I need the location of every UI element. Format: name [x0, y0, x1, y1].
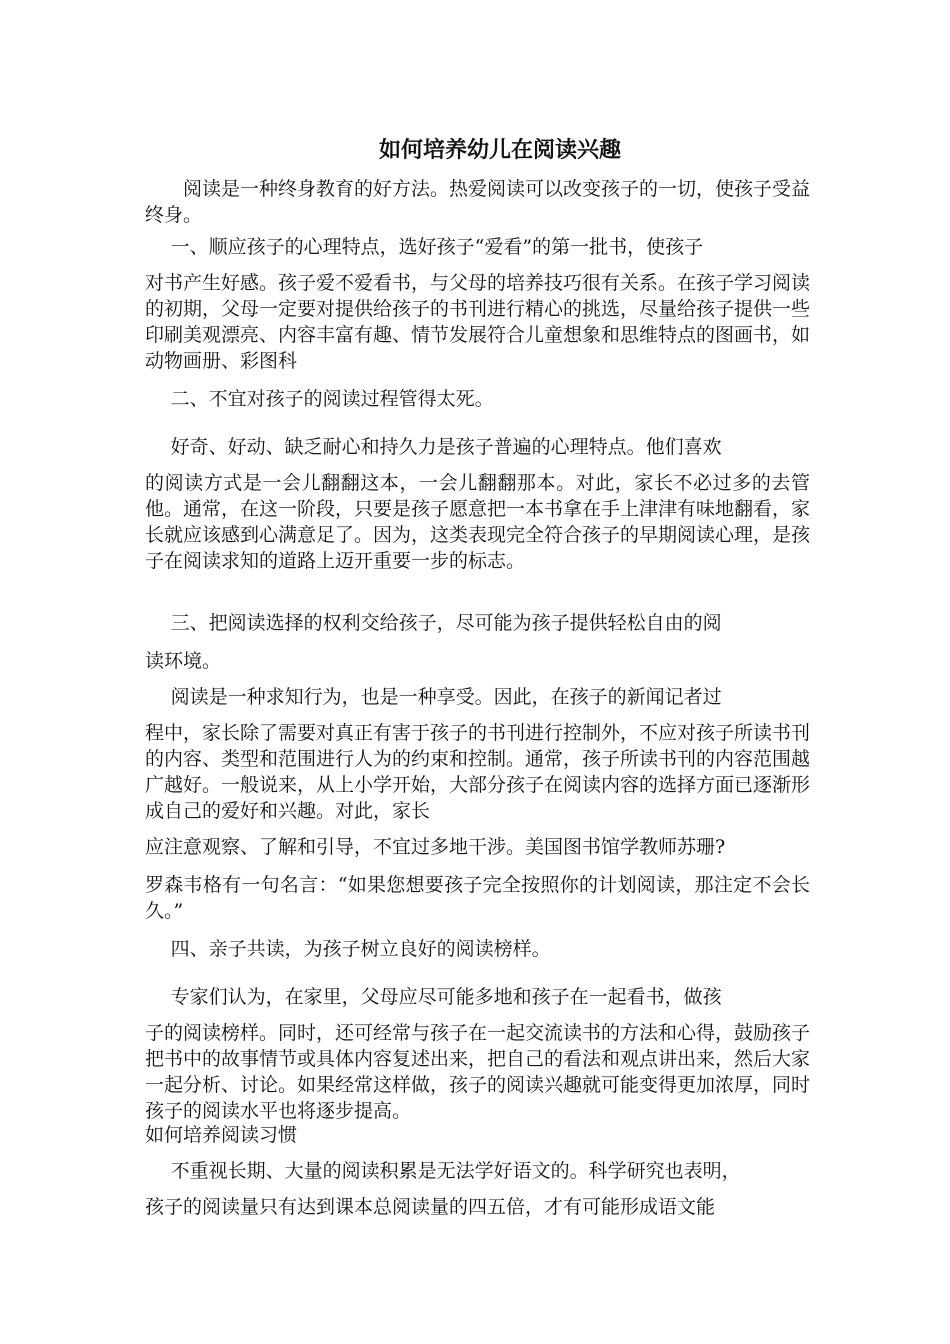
- section5-first-line: 不重视长期、大量的阅读积累是无法学好语文的。科学研究也表明，: [170, 1160, 741, 1182]
- section3-body-c: 罗森韦格有一句名言：“如果您想要孩子完全按照你的计划阅读，那注定不会长久。”: [145, 874, 810, 922]
- document-title: 如何培养幼儿在阅读兴趣: [378, 137, 621, 163]
- subtitle-reading-habits: 如何培养阅读习惯: [145, 1124, 298, 1146]
- section3-body-b: 应注意观察、了解和引导，不宜过多地干涉。美国图书馆学教师苏珊?: [145, 836, 726, 858]
- section2-heading: 二、不宜对孩子的阅读过程管得太死。: [170, 388, 494, 410]
- section4-body: 子的阅读榜样。同时，还可经常与孩子在一起交流读书的方法和心得，鼓励孩子把书中的故事情节或具体内容复述出来，把自己的看法和观点讲出来，然后大家一起分析、讨论。如果经常这样做，孩子的阅读兴趣就可能变得更加浓厚，同时孩子的阅读水平也将逐步提高。: [145, 1022, 811, 1122]
- section2-body: 的阅读方式是一会儿翻翻这本，一会儿翻翻那本。对此，家长不必过多的去管他。通常，在这一阶段，只要是孩子愿意把一本书拿在手上津津有味地翻看，家长就应该感到心满意足了。因为，这类表现完全符合孩子的早期阅读心理，是孩子在阅读求知的道路上迈开重要一步的标志。: [145, 472, 811, 572]
- section3-first-line: 阅读是一种求知行为，也是一种享受。因此，在孩子的新闻记者过: [170, 686, 722, 708]
- intro-paragraph: 阅读是一种终身教育的好方法。热爱阅读可以改变孩子的一切，使孩子受益终身。: [145, 178, 811, 226]
- section3-heading-line1: 三、把阅读选择的权利交给孩子，尽可能为孩子提供轻松自由的阅: [170, 612, 722, 634]
- section4-first-line: 专家们认为，在家里，父母应尽可能多地和孩子在一起看书，做孩: [170, 986, 722, 1008]
- section1-heading: 一、顺应孩子的心理特点，选好孩子“爱看”的第一批书，使孩子: [170, 236, 704, 258]
- section5-second-line: 孩子的阅读量只有达到课本总阅读量的四五倍，才有可能形成语文能: [145, 1196, 716, 1218]
- section3-heading-line2: 读环境。: [145, 650, 222, 672]
- section1-body: 对书产生好感。孩子爱不爱看书，与父母的培养技巧很有关系。在孩子学习阅读的初期，父母一定要对提供给孩子的书刊进行精心的挑选，尽量给孩子提供一些印刷美观漂亮、内容丰富有趣、情节发展符合儿童想象和思维特点的图画书，如动物画册、彩图科: [145, 272, 811, 372]
- section2-first-line: 好奇、好动、缺乏耐心和持久力是孩子普遍的心理特点。他们喜欢: [170, 436, 722, 458]
- section3-body-a: 程中，家长除了需要对真正有害于孩子的书刊进行控制外，不应对孩子所读书刊的内容、类型和范围进行人为的约束和控制。通常，孩子所读书刊的内容范围越广越好。一般说来，从上小学开始，大部分孩子在阅读内容的选择方面已逐渐形成自己的爱好和兴趣。对此，家长: [145, 722, 811, 822]
- section4-heading: 四、亲子共读，为孩子树立良好的阅读榜样。: [170, 938, 551, 960]
